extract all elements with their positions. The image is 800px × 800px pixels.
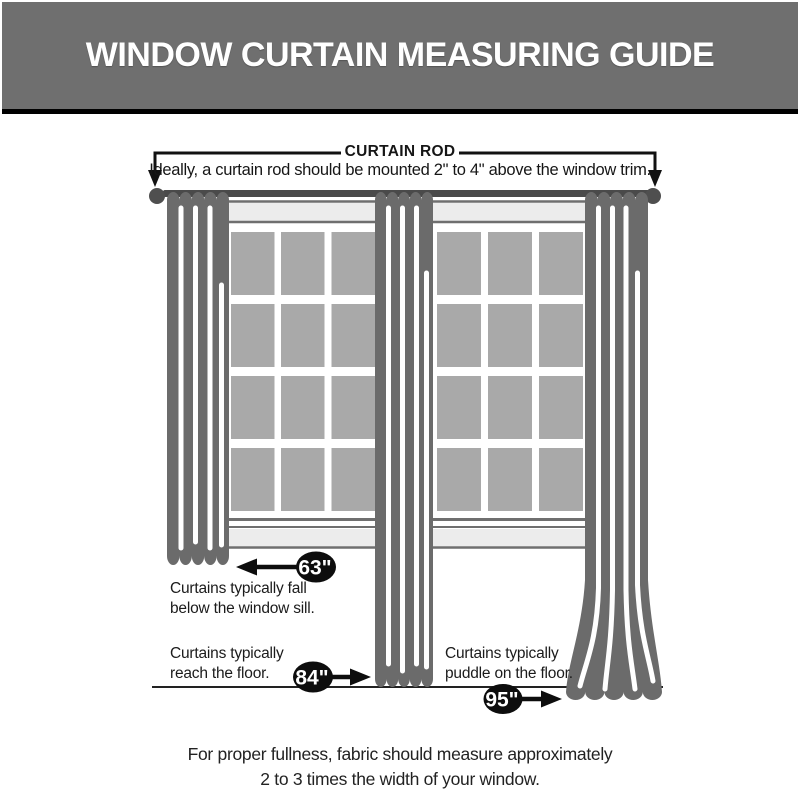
window-pane — [332, 376, 376, 439]
window-pane — [281, 376, 325, 439]
note-reach-floor-line1: Curtains typically — [170, 645, 284, 662]
fullness-note-line2: 2 to 3 times the width of your window. — [260, 769, 540, 789]
window-pane — [539, 376, 583, 439]
window-pane — [281, 232, 325, 295]
curtain-middle — [375, 192, 433, 687]
fullness-note — [0, 742, 800, 792]
window-pane — [437, 376, 481, 439]
rod-label: CURTAIN ROD — [344, 143, 456, 160]
note-puddle-floor — [445, 644, 573, 683]
window-pane — [281, 448, 325, 511]
note-puddle-floor-line1: Curtains typically — [445, 645, 559, 662]
arrow-right-icon — [541, 691, 562, 708]
measurement-value-63: 63" — [298, 556, 332, 580]
arrow-left-icon — [236, 559, 257, 576]
window-pane — [281, 304, 325, 367]
note-reach-floor-line2: reach the floor. — [170, 664, 270, 682]
window-pane — [539, 448, 583, 511]
measurement-badge-63 — [236, 552, 336, 583]
note-reach-floor — [170, 644, 284, 683]
note-puddle-floor-line2: puddle on the floor. — [445, 664, 573, 682]
window-pane — [488, 232, 532, 295]
window-pane — [332, 448, 376, 511]
rod-finial-left — [149, 188, 165, 204]
window-pane — [231, 448, 275, 511]
measurement-badge-95 — [484, 684, 563, 714]
window-pane — [437, 232, 481, 295]
note-below-sill — [170, 579, 315, 618]
window-pane — [437, 448, 481, 511]
fullness-note-line1: For proper fullness, fabric should measure approximately — [187, 744, 613, 764]
window-pane — [231, 376, 275, 439]
measurement-value-95: 95" — [485, 688, 519, 712]
window-pane — [332, 304, 376, 367]
window-pane — [539, 304, 583, 367]
window-pane — [539, 232, 583, 295]
window-pane — [231, 232, 275, 295]
rod-subtitle: Ideally, a curtain rod should be mounted 2" to 4" above the window trim. — [149, 161, 651, 179]
window-pane — [332, 232, 376, 295]
note-below-sill-line1: Curtains typically fall — [170, 580, 307, 597]
window-pane — [488, 448, 532, 511]
window-pane — [488, 304, 532, 367]
note-below-sill-line2: below the window sill. — [170, 599, 315, 617]
arrow-right-icon — [350, 669, 371, 686]
window-pane — [437, 304, 481, 367]
window-pane — [231, 304, 275, 367]
measurement-value-84: 84" — [295, 666, 329, 690]
page-title: WINDOW CURTAIN MEASURING GUIDE — [85, 36, 715, 74]
window-pane — [488, 376, 532, 439]
curtain-left — [167, 192, 229, 565]
